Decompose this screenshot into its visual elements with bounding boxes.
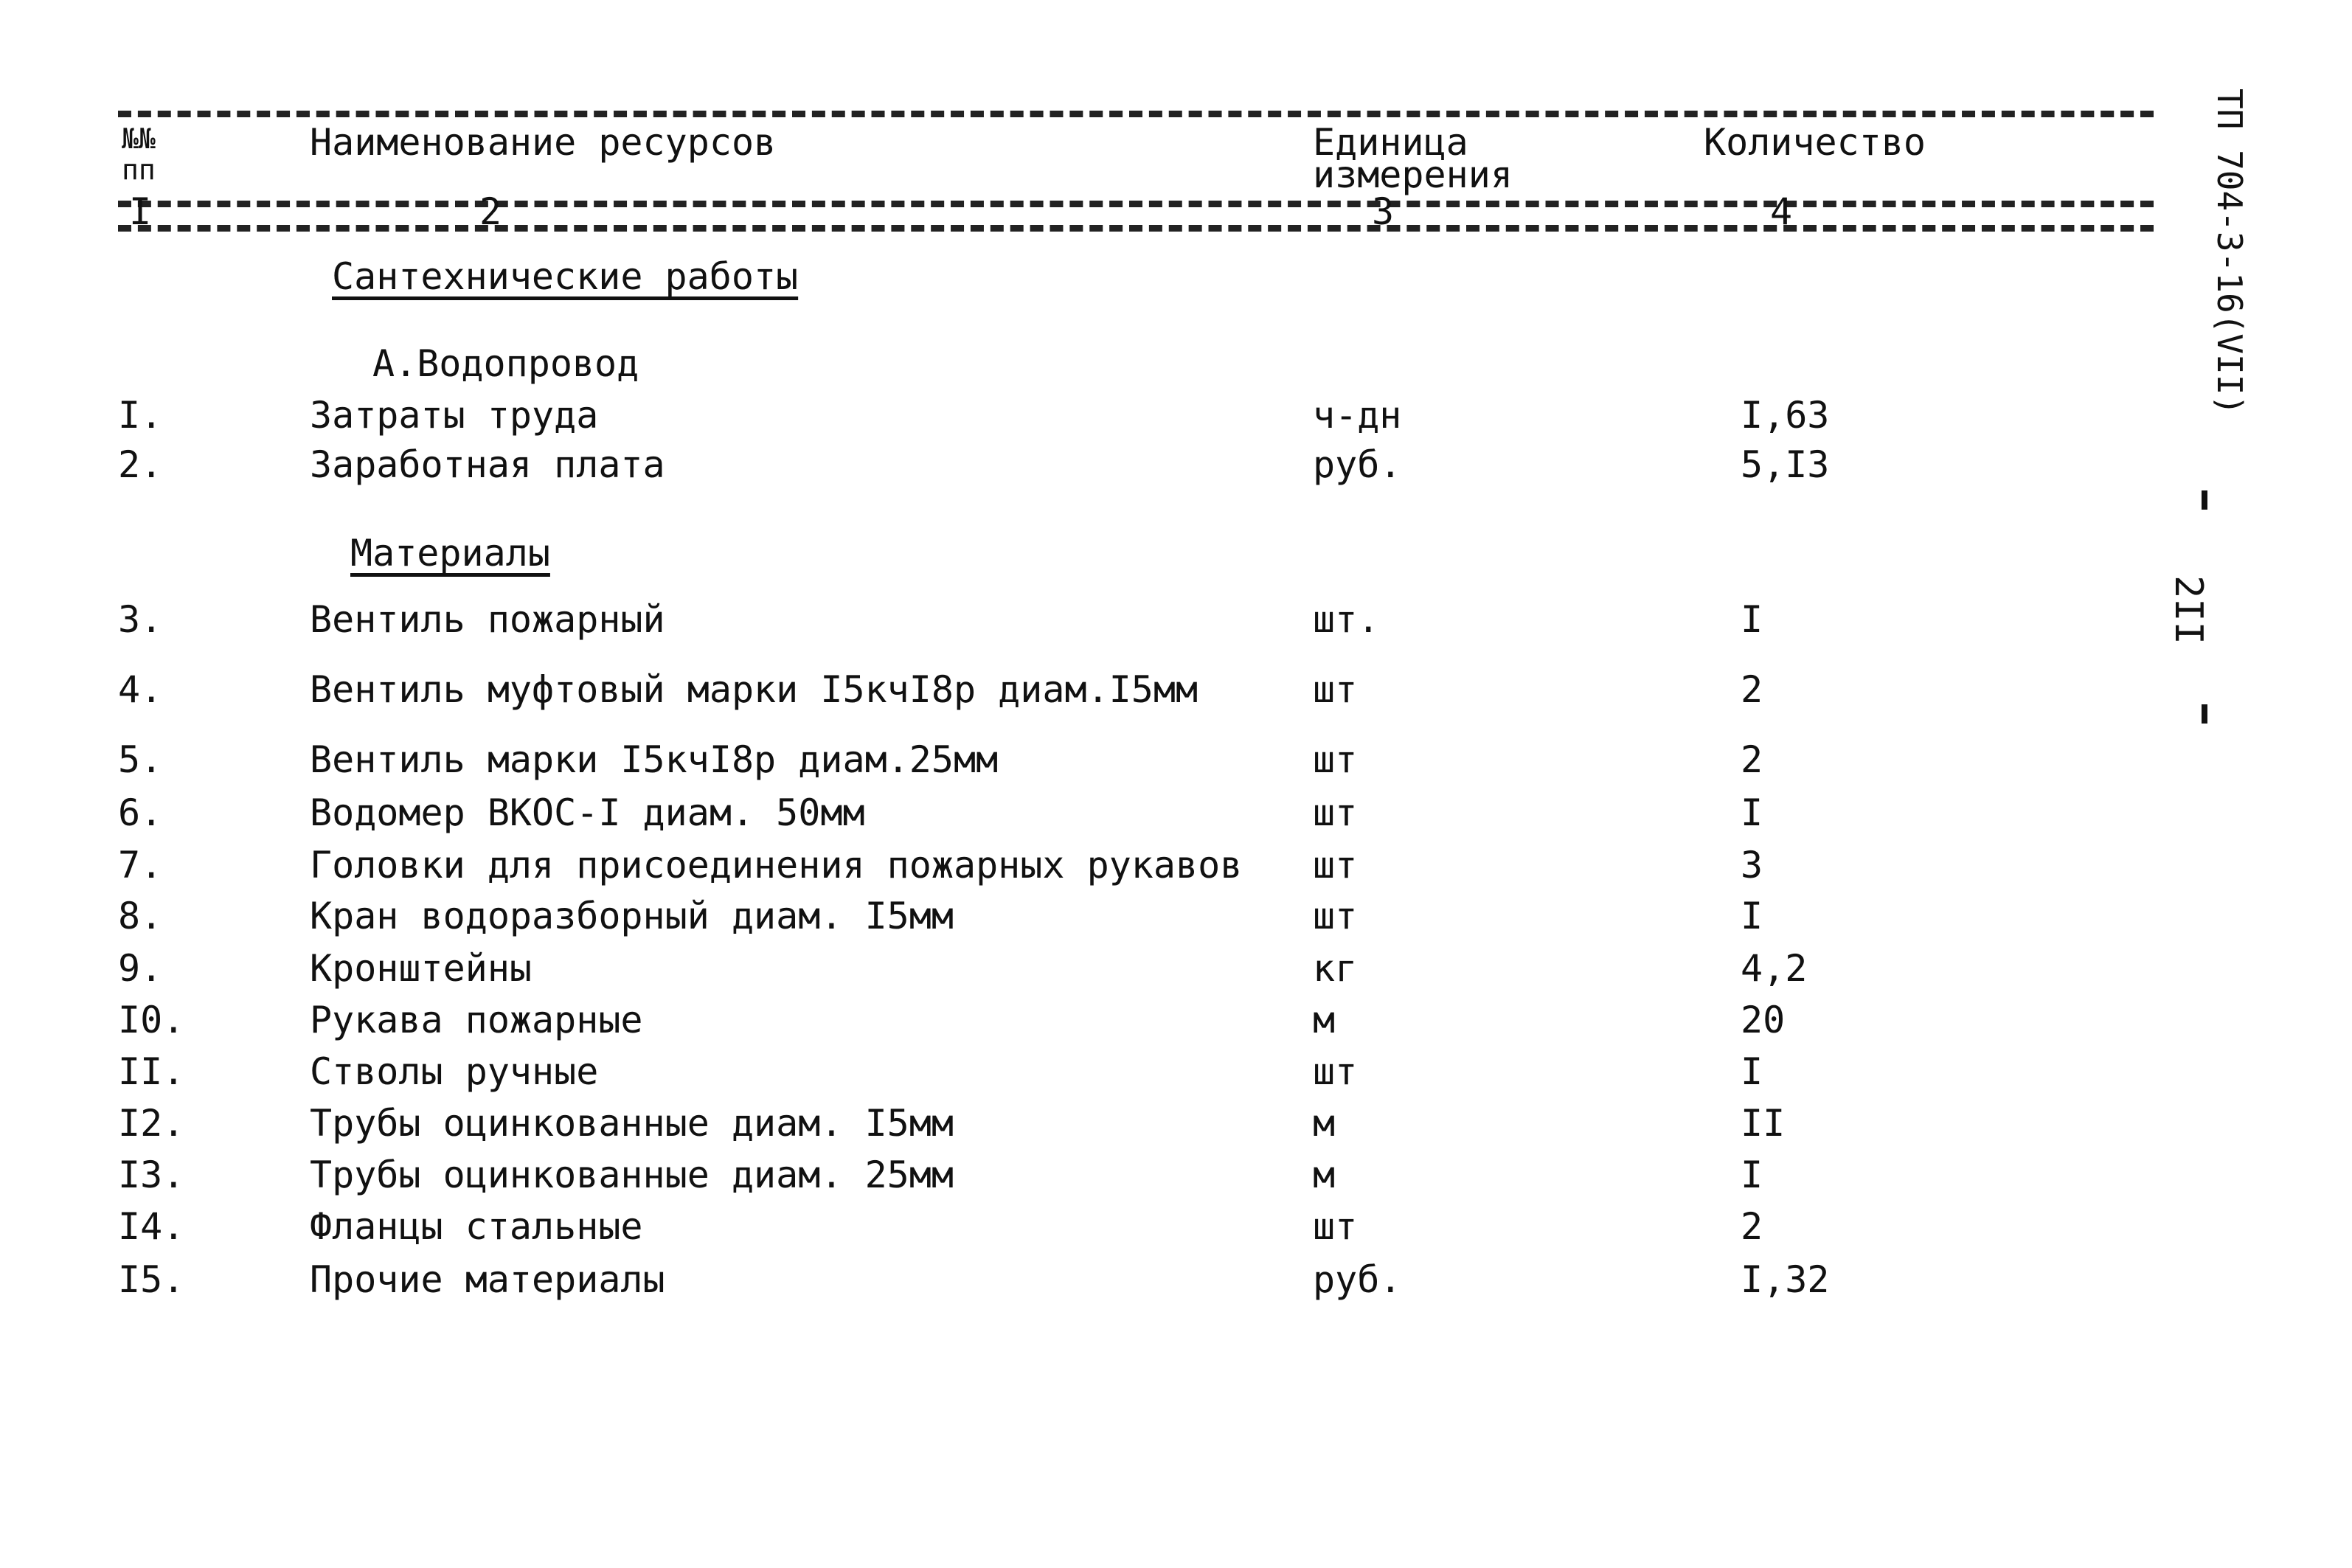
row-unit: шт	[1313, 1050, 1358, 1093]
row-number: 4.	[118, 668, 163, 711]
row-name: Трубы оцинкованные диам. 25мм	[310, 1154, 954, 1196]
row-name: Вентиль муфтовый марки I5кчI8р диам.I5мм	[310, 668, 1198, 711]
row-unit: м	[1313, 1154, 1336, 1196]
row-quantity: 3	[1741, 844, 1763, 887]
row-quantity: I,32	[1741, 1258, 1830, 1301]
row-number: 9.	[118, 947, 163, 990]
row-number: I3.	[118, 1154, 185, 1196]
header-top-rule	[118, 111, 2154, 117]
section-title: Сантехнические работы	[332, 255, 799, 298]
row-quantity: 2	[1741, 1205, 1763, 1248]
side-document-code: ТП 704-3-16(VII)	[2210, 89, 2249, 416]
row-name: Рукава пожарные	[310, 999, 643, 1041]
row-quantity: 20	[1741, 999, 1786, 1041]
row-name: Трубы оцинкованные диам. I5мм	[310, 1102, 954, 1145]
header-col-no: №№ пп	[122, 122, 156, 186]
row-unit: ч-дн	[1313, 394, 1402, 437]
row-number: I5.	[118, 1258, 185, 1301]
header-num-2: 2	[479, 190, 502, 233]
row-name: Заработная плата	[310, 443, 665, 486]
side-dash-top	[2202, 490, 2207, 510]
row-unit: руб.	[1313, 1258, 1402, 1301]
row-unit: шт	[1313, 668, 1358, 711]
row-quantity: 2	[1741, 668, 1763, 711]
header-col-qty: Количество	[1704, 121, 1926, 164]
header-mid-rule	[118, 201, 2154, 207]
row-name: Фланцы стальные	[310, 1205, 643, 1248]
row-name: Головки для присоединения пожарных рукавов	[310, 844, 1243, 887]
row-quantity: I,63	[1741, 394, 1830, 437]
row-unit: руб.	[1313, 443, 1402, 486]
header-num-4: 4	[1770, 190, 1793, 233]
side-dash-bottom	[2202, 704, 2207, 724]
row-name: Кран водоразборный диам. I5мм	[310, 895, 954, 937]
row-quantity: 5,I3	[1741, 443, 1830, 486]
row-number: 6.	[118, 791, 163, 834]
row-number: 2.	[118, 443, 163, 486]
header-num-1: I	[129, 190, 152, 233]
row-number: 3.	[118, 598, 163, 641]
subsection-title: А.Водопровод	[372, 342, 639, 385]
materials-title: Материалы	[350, 532, 550, 575]
row-name: Прочие материалы	[310, 1258, 665, 1301]
row-quantity: II	[1741, 1102, 1786, 1145]
row-unit: шт.	[1313, 598, 1380, 641]
row-quantity: 4,2	[1741, 947, 1808, 990]
row-name: Вентиль пожарный	[310, 598, 665, 641]
row-number: 7.	[118, 844, 163, 887]
row-unit: шт	[1313, 895, 1358, 937]
row-name: Вентиль марки I5кчI8р диам.25мм	[310, 738, 999, 781]
row-quantity: I	[1741, 598, 1763, 641]
row-unit: м	[1313, 1102, 1336, 1145]
row-quantity: I	[1741, 1154, 1763, 1196]
row-name: Затраты труда	[310, 394, 599, 437]
row-number: II.	[118, 1050, 185, 1093]
row-quantity: 2	[1741, 738, 1763, 781]
row-number: I0.	[118, 999, 185, 1041]
header-num-3: 3	[1372, 190, 1395, 233]
row-name: Стволы ручные	[310, 1050, 599, 1093]
row-quantity: I	[1741, 1050, 1763, 1093]
row-unit: шт	[1313, 844, 1358, 887]
row-unit: кг	[1313, 947, 1358, 990]
row-number: I4.	[118, 1205, 185, 1248]
row-number: I2.	[118, 1102, 185, 1145]
row-name: Кронштейны	[310, 947, 533, 990]
header-bottom-rule	[118, 225, 2154, 232]
header-col-unit-line2: измерения	[1313, 153, 1513, 196]
row-quantity: I	[1741, 895, 1763, 937]
row-number: I.	[118, 394, 163, 437]
row-number: 8.	[118, 895, 163, 937]
header-col-name: Наименование ресурсов	[310, 121, 777, 164]
row-name: Водомер ВКОС-I диам. 50мм	[310, 791, 865, 834]
page-number: 2II	[2166, 575, 2210, 645]
row-unit: шт	[1313, 791, 1358, 834]
header-col-unit-line1: Единица	[1313, 121, 1468, 164]
row-unit: м	[1313, 999, 1336, 1041]
row-unit: шт	[1313, 1205, 1358, 1248]
row-number: 5.	[118, 738, 163, 781]
row-unit: шт	[1313, 738, 1358, 781]
row-quantity: I	[1741, 791, 1763, 834]
